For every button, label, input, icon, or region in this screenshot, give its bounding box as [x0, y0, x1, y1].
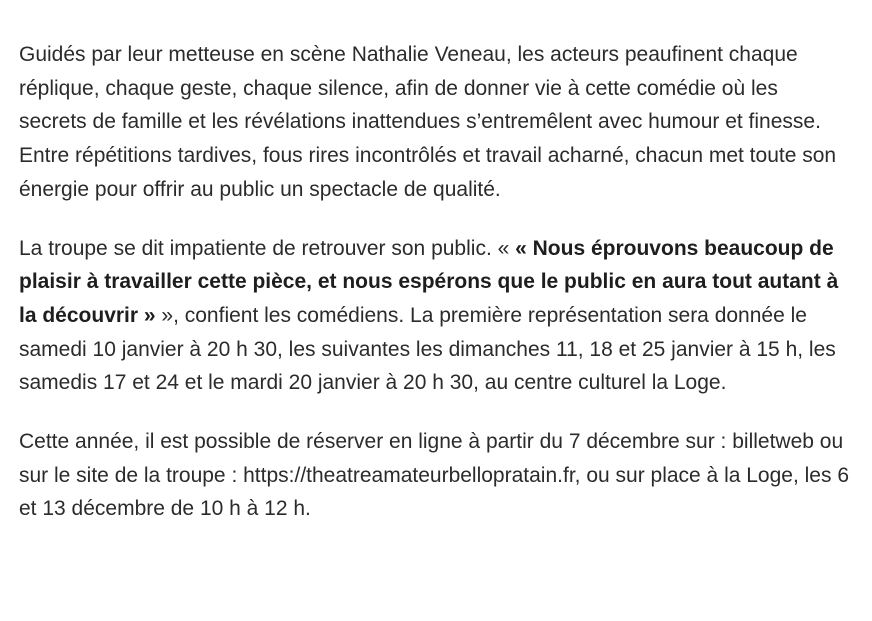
paragraph-booking: Cette année, il est possible de réserver en ligne à partir du 7 décembre sur : billetweb ou sur le site de la troupe : https://theatreamateurbellopratain.fr, ou sur place à la Loge, les 6 et 13 décembre de 10 h à 12 h. — [19, 430, 849, 521]
article-body — [19, 38, 849, 551]
paragraph-schedule-text: », confient les comédiens. La première représentation sera donnée le samedi 10 janvier à 20 h 30, les suivantes les dimanches 11, 18 et 25 janvier à 15 h, les samedis 17 et 24 et le mardi 20 janvier à 20 h 30, au centre culturel la Loge. — [19, 303, 836, 395]
paragraph-rehearsals: Guidés par leur metteuse en scène Nathalie Veneau, les acteurs peaufinent chaque réplique, chaque geste, chaque silence, afin de donner vie à cette comédie où les secrets de famille et les révélations inattendues s’entremêlent avec humour et finesse. Entre répétitions tardives, fous rires incontrôlés et travail acharné, chacun met toute son énergie pour offrir au public un spectacle de qualité. — [19, 43, 837, 201]
paragraph-intro-text: La troupe se dit impatiente de retrouver son public. « — [19, 236, 516, 260]
troupe-quote: « Nous éprouvons beaucoup de plaisir à travailler cette pièce, et nous espérons que le public en aura tout autant à la découvrir » — [19, 236, 839, 327]
paragraph-performances — [19, 232, 849, 401]
